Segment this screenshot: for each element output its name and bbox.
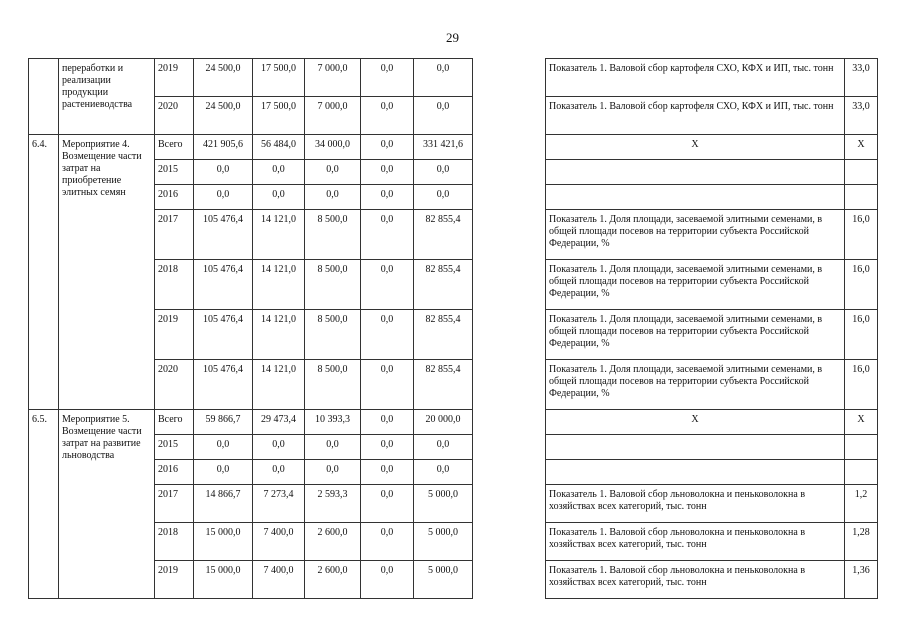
spacer-cell — [473, 185, 546, 210]
indicator-cell: Х — [546, 410, 845, 435]
regional-cell: 2 600,0 — [305, 561, 361, 599]
extra-budget-cell: 0,0 — [414, 59, 473, 97]
indicator-cell — [546, 460, 845, 485]
local-cell: 0,0 — [361, 210, 414, 260]
regional-cell: 2 593,3 — [305, 485, 361, 523]
table-row — [29, 561, 878, 599]
spacer-cell — [473, 135, 546, 160]
indicator-cell: Показатель 1. Валовой сбор картофеля СХО, КФХ и ИП, тыс. тонн — [546, 97, 845, 135]
total-cell: 24 500,0 — [194, 59, 253, 97]
total-cell: 0,0 — [194, 185, 253, 210]
total-cell: 14 866,7 — [194, 485, 253, 523]
federal-cell: 17 500,0 — [253, 59, 305, 97]
indicator-value-cell: 33,0 — [845, 59, 878, 97]
total-cell: 15 000,0 — [194, 523, 253, 561]
event-name: Мероприятие 4. Возмещение части затрат на приобретение элитных семян — [59, 135, 155, 410]
table-row — [29, 410, 878, 435]
total-cell: 0,0 — [194, 160, 253, 185]
page-number: 29 — [446, 30, 459, 45]
federal-cell: 0,0 — [253, 185, 305, 210]
row-code: 6.5. — [29, 410, 59, 599]
total-cell: 105 476,4 — [194, 210, 253, 260]
extra-budget-cell: 5 000,0 — [414, 523, 473, 561]
table-row — [29, 135, 878, 160]
regional-cell: 0,0 — [305, 460, 361, 485]
regional-cell: 10 393,3 — [305, 410, 361, 435]
indicator-value-cell — [845, 160, 878, 185]
federal-cell: 14 121,0 — [253, 360, 305, 410]
event-name: переработки и реализации продукции растениеводства — [59, 59, 155, 135]
event-name: Мероприятие 5. Возмещение части затрат на развитие льноводства — [59, 410, 155, 599]
table-row — [29, 435, 878, 460]
federal-cell: 7 400,0 — [253, 561, 305, 599]
extra-budget-cell: 82 855,4 — [414, 310, 473, 360]
indicator-cell: Показатель 1. Валовой сбор льноволокна и пеньковолокна в хозяйствах всех категорий, тыс. тонн — [546, 523, 845, 561]
year-cell: 2019 — [155, 310, 194, 360]
table-row — [29, 160, 878, 185]
year-cell: 2020 — [155, 360, 194, 410]
federal-cell: 14 121,0 — [253, 310, 305, 360]
local-cell: 0,0 — [361, 410, 414, 435]
regional-cell: 7 000,0 — [305, 97, 361, 135]
indicator-value-cell — [845, 460, 878, 485]
indicator-value-cell: 16,0 — [845, 260, 878, 310]
federal-cell: 0,0 — [253, 435, 305, 460]
spacer-cell — [473, 59, 546, 97]
indicator-cell: Показатель 1. Доля площади, засеваемой элитными семенами, в общей площади посевов на территории субъекта Российской Федерации, % — [546, 260, 845, 310]
year-cell: 2020 — [155, 97, 194, 135]
extra-budget-cell: 5 000,0 — [414, 561, 473, 599]
local-cell: 0,0 — [361, 435, 414, 460]
year-cell: 2015 — [155, 160, 194, 185]
federal-cell: 14 121,0 — [253, 260, 305, 310]
total-cell: 24 500,0 — [194, 97, 253, 135]
table-row — [29, 523, 878, 561]
spacer-cell — [473, 485, 546, 523]
year-cell: Всего — [155, 135, 194, 160]
indicator-value-cell: Х — [845, 410, 878, 435]
spacer-cell — [473, 460, 546, 485]
regional-cell: 7 000,0 — [305, 59, 361, 97]
federal-cell: 29 473,4 — [253, 410, 305, 435]
spacer-cell — [473, 561, 546, 599]
table-row — [29, 59, 878, 97]
spacer-cell — [473, 310, 546, 360]
year-cell: 2015 — [155, 435, 194, 460]
table-row — [29, 485, 878, 523]
year-cell: 2016 — [155, 460, 194, 485]
year-cell: 2019 — [155, 561, 194, 599]
year-cell: 2017 — [155, 485, 194, 523]
extra-budget-cell: 82 855,4 — [414, 260, 473, 310]
federal-cell: 56 484,0 — [253, 135, 305, 160]
indicator-value-cell — [845, 435, 878, 460]
indicator-value-cell — [845, 185, 878, 210]
spacer-cell — [473, 260, 546, 310]
table-row — [29, 260, 878, 310]
indicator-cell: Показатель 1. Валовой сбор льноволокна и пеньковолокна в хозяйствах всех категорий, тыс. тонн — [546, 485, 845, 523]
extra-budget-cell: 82 855,4 — [414, 210, 473, 260]
table-row — [29, 210, 878, 260]
extra-budget-cell: 0,0 — [414, 435, 473, 460]
local-cell: 0,0 — [361, 460, 414, 485]
total-cell: 15 000,0 — [194, 561, 253, 599]
regional-cell: 2 600,0 — [305, 523, 361, 561]
local-cell: 0,0 — [361, 185, 414, 210]
table-body — [29, 59, 878, 599]
year-cell: 2019 — [155, 59, 194, 97]
row-code: 6.4. — [29, 135, 59, 410]
indicator-value-cell: 1,28 — [845, 523, 878, 561]
regional-cell: 8 500,0 — [305, 310, 361, 360]
spacer-cell — [473, 97, 546, 135]
total-cell: 59 866,7 — [194, 410, 253, 435]
indicator-cell: Х — [546, 135, 845, 160]
indicator-cell: Показатель 1. Доля площади, засеваемой элитными семенами, в общей площади посевов на территории субъекта Российской Федерации, % — [546, 310, 845, 360]
indicator-cell — [546, 185, 845, 210]
regional-cell: 0,0 — [305, 435, 361, 460]
total-cell: 0,0 — [194, 460, 253, 485]
spacer-cell — [473, 360, 546, 410]
budget-table — [28, 58, 878, 599]
federal-cell: 7 400,0 — [253, 523, 305, 561]
spacer-cell — [473, 210, 546, 260]
extra-budget-cell: 5 000,0 — [414, 485, 473, 523]
extra-budget-cell: 0,0 — [414, 185, 473, 210]
year-cell: 2018 — [155, 260, 194, 310]
local-cell: 0,0 — [361, 260, 414, 310]
table-row — [29, 185, 878, 210]
regional-cell: 8 500,0 — [305, 260, 361, 310]
table-row — [29, 97, 878, 135]
indicator-value-cell: 1,36 — [845, 561, 878, 599]
regional-cell: 34 000,0 — [305, 135, 361, 160]
regional-cell: 0,0 — [305, 185, 361, 210]
local-cell: 0,0 — [361, 310, 414, 360]
indicator-value-cell: 16,0 — [845, 210, 878, 260]
indicator-value-cell: 33,0 — [845, 97, 878, 135]
regional-cell: 8 500,0 — [305, 210, 361, 260]
indicator-cell — [546, 160, 845, 185]
extra-budget-cell: 82 855,4 — [414, 360, 473, 410]
local-cell: 0,0 — [361, 59, 414, 97]
year-cell: 2018 — [155, 523, 194, 561]
regional-cell: 8 500,0 — [305, 360, 361, 410]
local-cell: 0,0 — [361, 485, 414, 523]
extra-budget-cell: 0,0 — [414, 460, 473, 485]
federal-cell: 0,0 — [253, 460, 305, 485]
local-cell: 0,0 — [361, 97, 414, 135]
indicator-cell: Показатель 1. Доля площади, засеваемой элитными семенами, в общей площади посевов на территории субъекта Российской Федерации, % — [546, 360, 845, 410]
indicator-value-cell: Х — [845, 135, 878, 160]
indicator-cell — [546, 435, 845, 460]
local-cell: 0,0 — [361, 160, 414, 185]
indicator-value-cell: 16,0 — [845, 310, 878, 360]
total-cell: 105 476,4 — [194, 310, 253, 360]
total-cell: 105 476,4 — [194, 360, 253, 410]
year-cell: 2016 — [155, 185, 194, 210]
local-cell: 0,0 — [361, 360, 414, 410]
regional-cell: 0,0 — [305, 160, 361, 185]
spacer-cell — [473, 435, 546, 460]
indicator-cell: Показатель 1. Валовой сбор льноволокна и пеньковолокна в хозяйствах всех категорий, тыс. тонн — [546, 561, 845, 599]
total-cell: 0,0 — [194, 435, 253, 460]
table-row — [29, 360, 878, 410]
spacer-cell — [473, 523, 546, 561]
extra-budget-cell: 20 000,0 — [414, 410, 473, 435]
local-cell: 0,0 — [361, 561, 414, 599]
total-cell: 105 476,4 — [194, 260, 253, 310]
extra-budget-cell: 331 421,6 — [414, 135, 473, 160]
indicator-cell: Показатель 1. Доля площади, засеваемой элитными семенами, в общей площади посевов на территории субъекта Российской Федерации, % — [546, 210, 845, 260]
local-cell: 0,0 — [361, 135, 414, 160]
spacer-cell — [473, 410, 546, 435]
year-cell: 2017 — [155, 210, 194, 260]
extra-budget-cell: 0,0 — [414, 97, 473, 135]
table-row — [29, 460, 878, 485]
federal-cell: 0,0 — [253, 160, 305, 185]
federal-cell: 14 121,0 — [253, 210, 305, 260]
extra-budget-cell: 0,0 — [414, 160, 473, 185]
year-cell: Всего — [155, 410, 194, 435]
total-cell: 421 905,6 — [194, 135, 253, 160]
indicator-value-cell: 16,0 — [845, 360, 878, 410]
table-row — [29, 310, 878, 360]
federal-cell: 7 273,4 — [253, 485, 305, 523]
local-cell: 0,0 — [361, 523, 414, 561]
indicator-value-cell: 1,2 — [845, 485, 878, 523]
row-code — [29, 59, 59, 135]
indicator-cell: Показатель 1. Валовой сбор картофеля СХО, КФХ и ИП, тыс. тонн — [546, 59, 845, 97]
federal-cell: 17 500,0 — [253, 97, 305, 135]
spacer-cell — [473, 160, 546, 185]
